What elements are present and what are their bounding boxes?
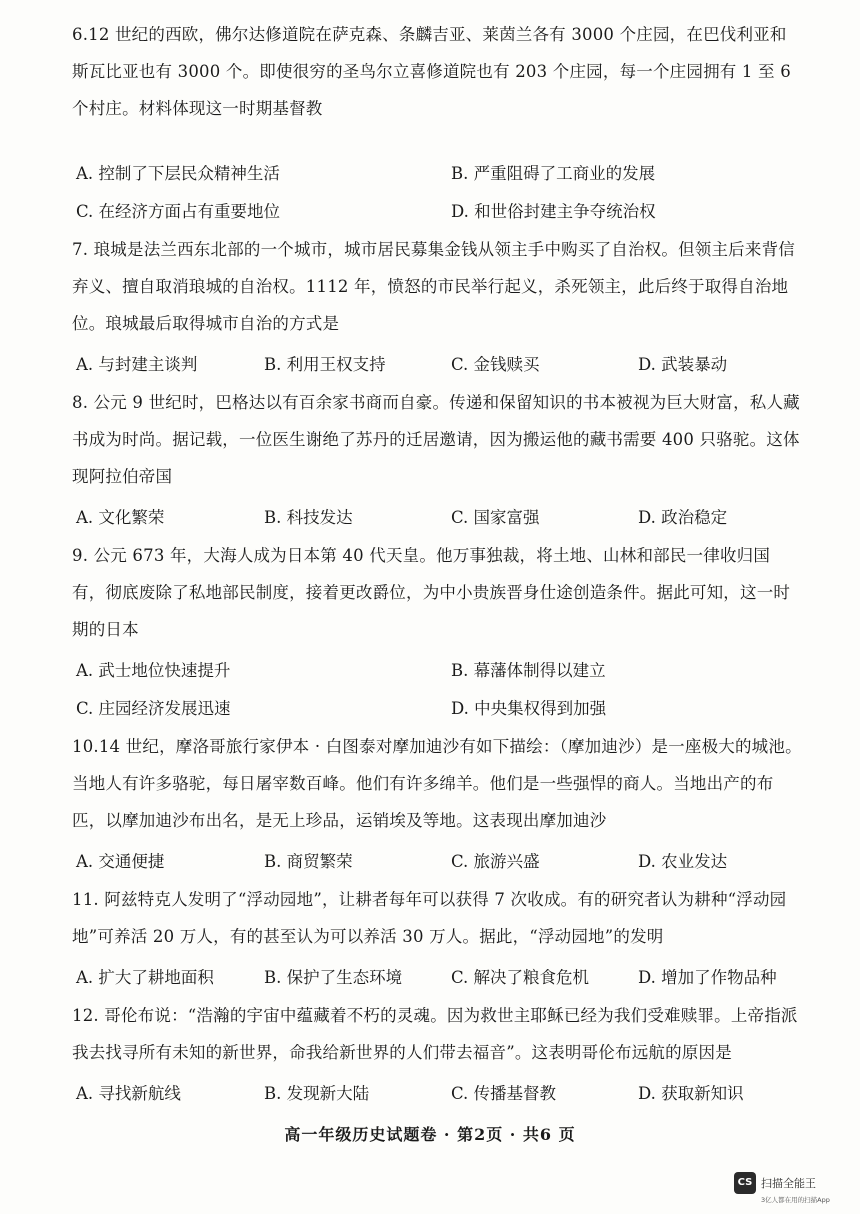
question-12-option-d[interactable]: D. 获取新知识 [638, 1084, 744, 1103]
question-9-stem: 9. 公元 673 年，大海人成为日本第 40 代天皇。他万事独裁，将土地、山林和部民一律收归国有，彻底废除了私地部民制度，接着更改爵位，为中小贵族晋身仕途创造条件。据此可知，这一时期的日本 [72, 546, 791, 639]
question-10-option-d[interactable]: D. 农业发达 [638, 852, 728, 871]
question-7-stem: 7. 琅城是法兰西东北部的一个城市，城市居民募集金钱从领主手中购买了自治权。但领主后来背信弃义、擅自取消琅城的自治权。1112 年，愤怒的市民举行起义，杀死领主，此后终于取得自治地位。琅城最后取得城市自治的方式是 [72, 240, 795, 333]
question-9-option-c[interactable]: C. 庄园经济发展迅速 [76, 699, 231, 718]
page-footer: 高一年级历史试题卷 · 第2页 · 共6 页 [284, 1125, 576, 1144]
question-9-options-row2 [76, 690, 806, 727]
question-6 [72, 16, 802, 127]
scanner-watermark [734, 1172, 852, 1206]
question-10-option-a[interactable]: A. 交通便捷 [76, 852, 165, 871]
question-10-option-c[interactable]: C. 旅游兴盛 [451, 852, 540, 871]
question-9-option-b[interactable]: B. 幕藩体制得以建立 [451, 661, 606, 680]
scanner-tagline: 3亿人都在用的扫描App [761, 1196, 830, 1204]
question-9-option-a[interactable]: A. 武士地位快速提升 [76, 661, 231, 680]
question-6-option-d[interactable]: D. 和世俗封建主争夺统治权 [451, 202, 656, 221]
question-8-options [76, 499, 806, 536]
question-8-option-b[interactable]: B. 科技发达 [264, 508, 353, 527]
question-12-stem: 12. 哥伦布说：“浩瀚的宇宙中蕴藏着不朽的灵魂。因为救世主耶稣已经为我们受难赎罪。上帝指派我去找寻所有未知的新世界，命我给新世界的人们带去福音”。这表明哥伦布远航的原因是 [72, 1006, 798, 1062]
question-10-option-b[interactable]: B. 商贸繁荣 [264, 852, 353, 871]
question-12 [72, 997, 802, 1071]
question-6-options [76, 155, 806, 192]
question-11-option-a[interactable]: A. 扩大了耕地面积 [76, 968, 214, 987]
question-8-option-d[interactable]: D. 政治稳定 [638, 508, 728, 527]
question-6-option-c[interactable]: C. 在经济方面占有重要地位 [76, 202, 281, 221]
question-7-option-a[interactable]: A. 与封建主谈判 [76, 355, 198, 374]
question-9 [72, 537, 802, 648]
question-6-stem: 6.12 世纪的西欧，佛尔达修道院在萨克森、条麟吉亚、莱茵兰各有 3000 个庄园，在巴伐利亚和斯瓦比亚也有 3000 个。即使很穷的圣鸟尔立喜修道院也有 203 个庄园，每一个庄园拥有 1 至 6 个村庄。材料体现这一时期基督教 [72, 25, 791, 118]
question-10-options [76, 843, 806, 880]
question-10-stem: 10.14 世纪，摩洛哥旅行家伊本 · 白图泰对摩加迪沙有如下描绘：（摩加迪沙）是一座极大的城池。当地人有许多骆驼，每日屠宰数百峰。他们有许多绵羊。他们是一些强悍的商人。当地出产的布匹，以摩加迪沙布出名，是无上珍品，运销埃及等地。这表现出摩加迪沙 [72, 737, 802, 830]
question-9-option-d[interactable]: D. 中央集权得到加强 [451, 699, 607, 718]
question-8-stem: 8. 公元 9 世纪时，巴格达以有百余家书商而自豪。传递和保留知识的书本被视为巨大财富，私人藏书成为时尚。据记载，一位医生谢绝了苏丹的迁居邀请，因为搬运他的藏书需要 400 只骆驼。这体现阿拉伯帝国 [72, 393, 800, 486]
question-12-option-a[interactable]: A. 寻找新航线 [76, 1084, 181, 1103]
question-12-options [76, 1075, 806, 1112]
question-11 [72, 881, 802, 955]
question-8 [72, 384, 802, 495]
question-7-option-d[interactable]: D. 武装暴动 [638, 355, 728, 374]
question-12-option-c[interactable]: C. 传播基督教 [451, 1084, 557, 1103]
question-11-option-c[interactable]: C. 解决了粮食危机 [451, 968, 590, 987]
question-7-option-b[interactable]: B. 利用王权支持 [264, 355, 386, 374]
question-7-option-c[interactable]: C. 金钱赎买 [451, 355, 540, 374]
question-8-option-a[interactable]: A. 文化繁荣 [76, 508, 165, 527]
question-12-option-b[interactable]: B. 发现新大陆 [264, 1084, 370, 1103]
question-6-option-a[interactable]: A. 控制了下层民众精神生活 [76, 164, 280, 183]
question-6-option-b[interactable]: B. 严重阻碍了工商业的发展 [451, 164, 656, 183]
question-11-option-b[interactable]: B. 保护了生态环境 [264, 968, 403, 987]
scanner-logo-icon: CS [734, 1172, 756, 1194]
question-7 [72, 231, 802, 342]
question-10 [72, 728, 802, 839]
scanner-app-name: 扫描全能王 [761, 1177, 816, 1190]
question-8-option-c[interactable]: C. 国家富强 [451, 508, 540, 527]
question-6-options-row2 [76, 193, 806, 230]
question-7-options [76, 346, 806, 383]
question-11-options [76, 959, 806, 996]
question-9-options [76, 652, 806, 689]
question-11-option-d[interactable]: D. 增加了作物品种 [638, 968, 777, 987]
question-11-stem: 11. 阿兹特克人发明了“浮动园地”，让耕者每年可以获得 7 次收成。有的研究者认为耕种“浮动园地”可养活 20 万人，有的甚至认为可以养活 30 万人。据此，“浮动园地”的发明 [72, 890, 787, 946]
